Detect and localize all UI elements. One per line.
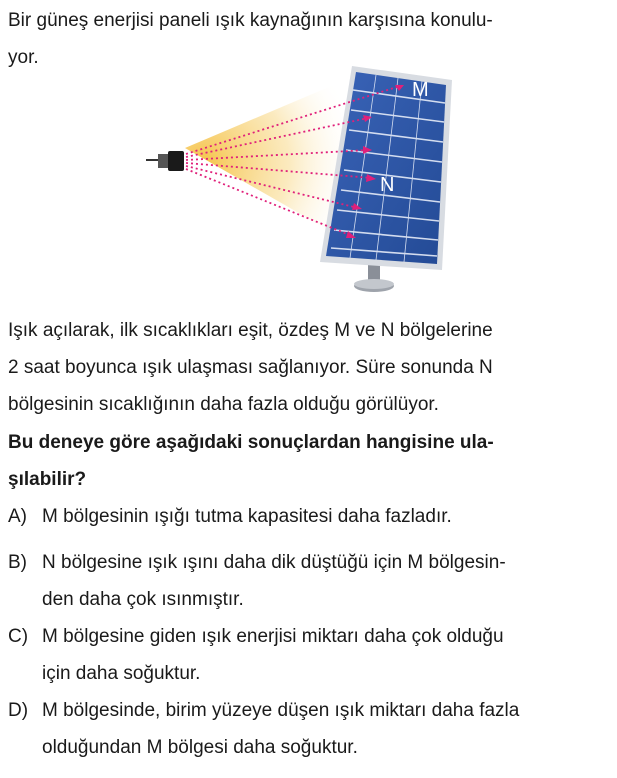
lamp-icon [146, 151, 184, 171]
option-c-line-2: için daha soğuktur. [42, 663, 201, 684]
question-text [8, 424, 608, 498]
paragraph-line-1: Işık açılarak, ilk sıcaklıkları eşit, özdeş M ve N bölgelerine [8, 320, 493, 341]
option-b-letter: B) [8, 552, 27, 573]
intro-line-1: Bir güneş enerjisi paneli ışık kaynağının karşısına konulu- [8, 10, 493, 31]
option-c-letter: C) [8, 626, 29, 647]
option-d-letter: D) [8, 700, 29, 721]
option-a-letter: A) [8, 506, 27, 527]
intro-line-2: yor. [8, 47, 39, 68]
option-d-line-2: olduğundan M bölgesi daha soğuktur. [42, 737, 358, 758]
experiment-paragraph [8, 312, 608, 423]
option-c-line-1: M bölgesine giden ışık enerjisi miktarı daha çok olduğu [42, 626, 504, 647]
paragraph-line-2: 2 saat boyunca ışık ulaşması sağlanıyor. Süre sonunda N [8, 357, 493, 378]
question-line-2: şılabilir? [8, 469, 87, 490]
question-line-1: Bu deneye göre aşağıdaki sonuçlardan hangisine ula- [8, 432, 494, 453]
label-m: M [412, 79, 429, 101]
solar-panel-figure [140, 58, 460, 303]
label-n: N [380, 174, 395, 196]
option-b-line-2: den daha çok ısınmıştır. [42, 589, 244, 610]
option-a-line-1: M bölgesinin ışığı tutma kapasitesi daha fazladır. [42, 506, 452, 527]
option-d-line-1: M bölgesinde, birim yüzeye düşen ışık miktarı daha fazla [42, 700, 520, 721]
paragraph-line-3: bölgesinin sıcaklığının daha fazla olduğu görülüyor. [8, 394, 439, 415]
option-b-line-1: N bölgesine ışık ışını daha dik düştüğü için M bölgesin- [42, 552, 506, 573]
